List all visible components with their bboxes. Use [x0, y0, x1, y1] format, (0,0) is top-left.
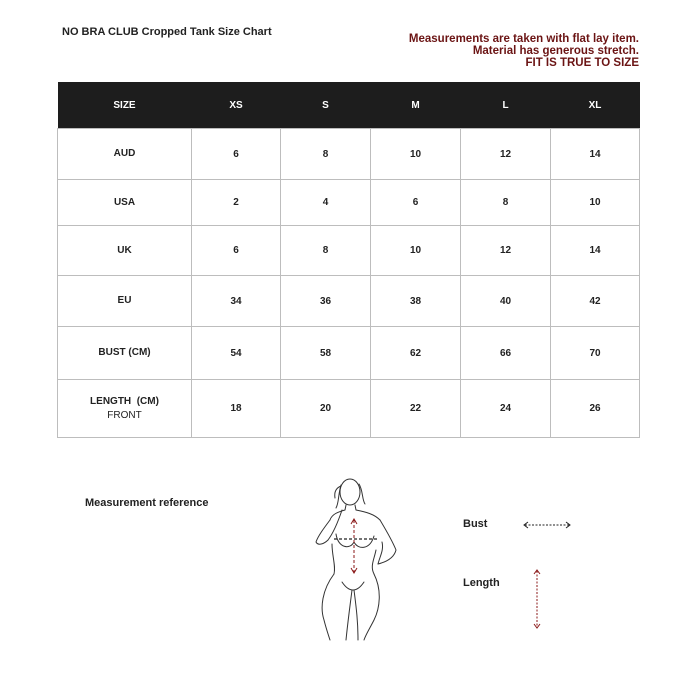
table-header-row — [58, 82, 640, 129]
table-cell: 6 — [192, 129, 281, 180]
table-cell: 4 — [281, 180, 371, 226]
table-cell: 70 — [551, 327, 640, 380]
note-fit: FIT IS TRUE TO SIZE — [525, 57, 639, 69]
table-row-usa — [58, 180, 640, 226]
bust-label: Bust — [463, 518, 488, 530]
table-row-eu — [58, 276, 640, 327]
table-row-bust — [58, 327, 640, 380]
table-cell: 42 — [551, 276, 640, 327]
table-cell: 12 — [461, 226, 551, 276]
header-s: S — [281, 82, 371, 129]
table-cell: 36 — [281, 276, 371, 327]
table-cell: 62 — [371, 327, 461, 380]
measurement-reference-title: Measurement reference — [85, 497, 209, 509]
table-cell: 10 — [371, 129, 461, 180]
size-table — [57, 82, 640, 438]
table-cell: 58 — [281, 327, 371, 380]
table-cell: 8 — [281, 226, 371, 276]
table-cell: 66 — [461, 327, 551, 380]
row-label: UK — [58, 226, 192, 276]
table-row-uk — [58, 226, 640, 276]
length-label: Length — [463, 577, 500, 589]
chart-title: NO BRA CLUB Cropped Tank Size Chart — [62, 26, 272, 38]
table-cell: 26 — [551, 380, 640, 438]
table-cell: 6 — [371, 180, 461, 226]
table-row-aud — [58, 129, 640, 180]
header-xs: XS — [192, 82, 281, 129]
note-stretch: Material has generous stretch. — [472, 45, 639, 57]
row-label: USA — [58, 180, 192, 226]
table-cell: 14 — [551, 129, 640, 180]
table-cell: 6 — [192, 226, 281, 276]
table-cell: 14 — [551, 226, 640, 276]
row-label: EU — [58, 276, 192, 327]
table-cell: 8 — [461, 180, 551, 226]
header-xl: XL — [551, 82, 640, 129]
row-sublabel: FRONT — [107, 409, 142, 421]
row-label: BUST (CM) — [58, 327, 192, 380]
measurement-notes — [409, 33, 639, 69]
table-cell: 10 — [551, 180, 640, 226]
table-row-length — [58, 380, 640, 438]
table-cell: 8 — [281, 129, 371, 180]
header-m: M — [371, 82, 461, 129]
table-cell: 40 — [461, 276, 551, 327]
header-l: L — [461, 82, 551, 129]
row-label-length — [58, 380, 192, 438]
table-cell: 18 — [192, 380, 281, 438]
table-cell: 10 — [371, 226, 461, 276]
note-flat-lay: Measurements are taken with flat lay item. — [408, 33, 639, 45]
table-cell: 38 — [371, 276, 461, 327]
table-cell: 34 — [192, 276, 281, 327]
table-cell: 12 — [461, 129, 551, 180]
vertical-arrow-icon — [531, 568, 543, 630]
table-cell: 20 — [281, 380, 371, 438]
row-label: AUD — [58, 129, 192, 180]
table-cell: 24 — [461, 380, 551, 438]
table-cell: 54 — [192, 327, 281, 380]
header-size: SIZE — [58, 82, 192, 129]
table-cell: 22 — [371, 380, 461, 438]
body-outline-icon — [308, 470, 408, 642]
table-cell: 2 — [192, 180, 281, 226]
horizontal-arrow-icon — [522, 519, 572, 531]
row-label: LENGTH (CM) — [90, 395, 159, 407]
